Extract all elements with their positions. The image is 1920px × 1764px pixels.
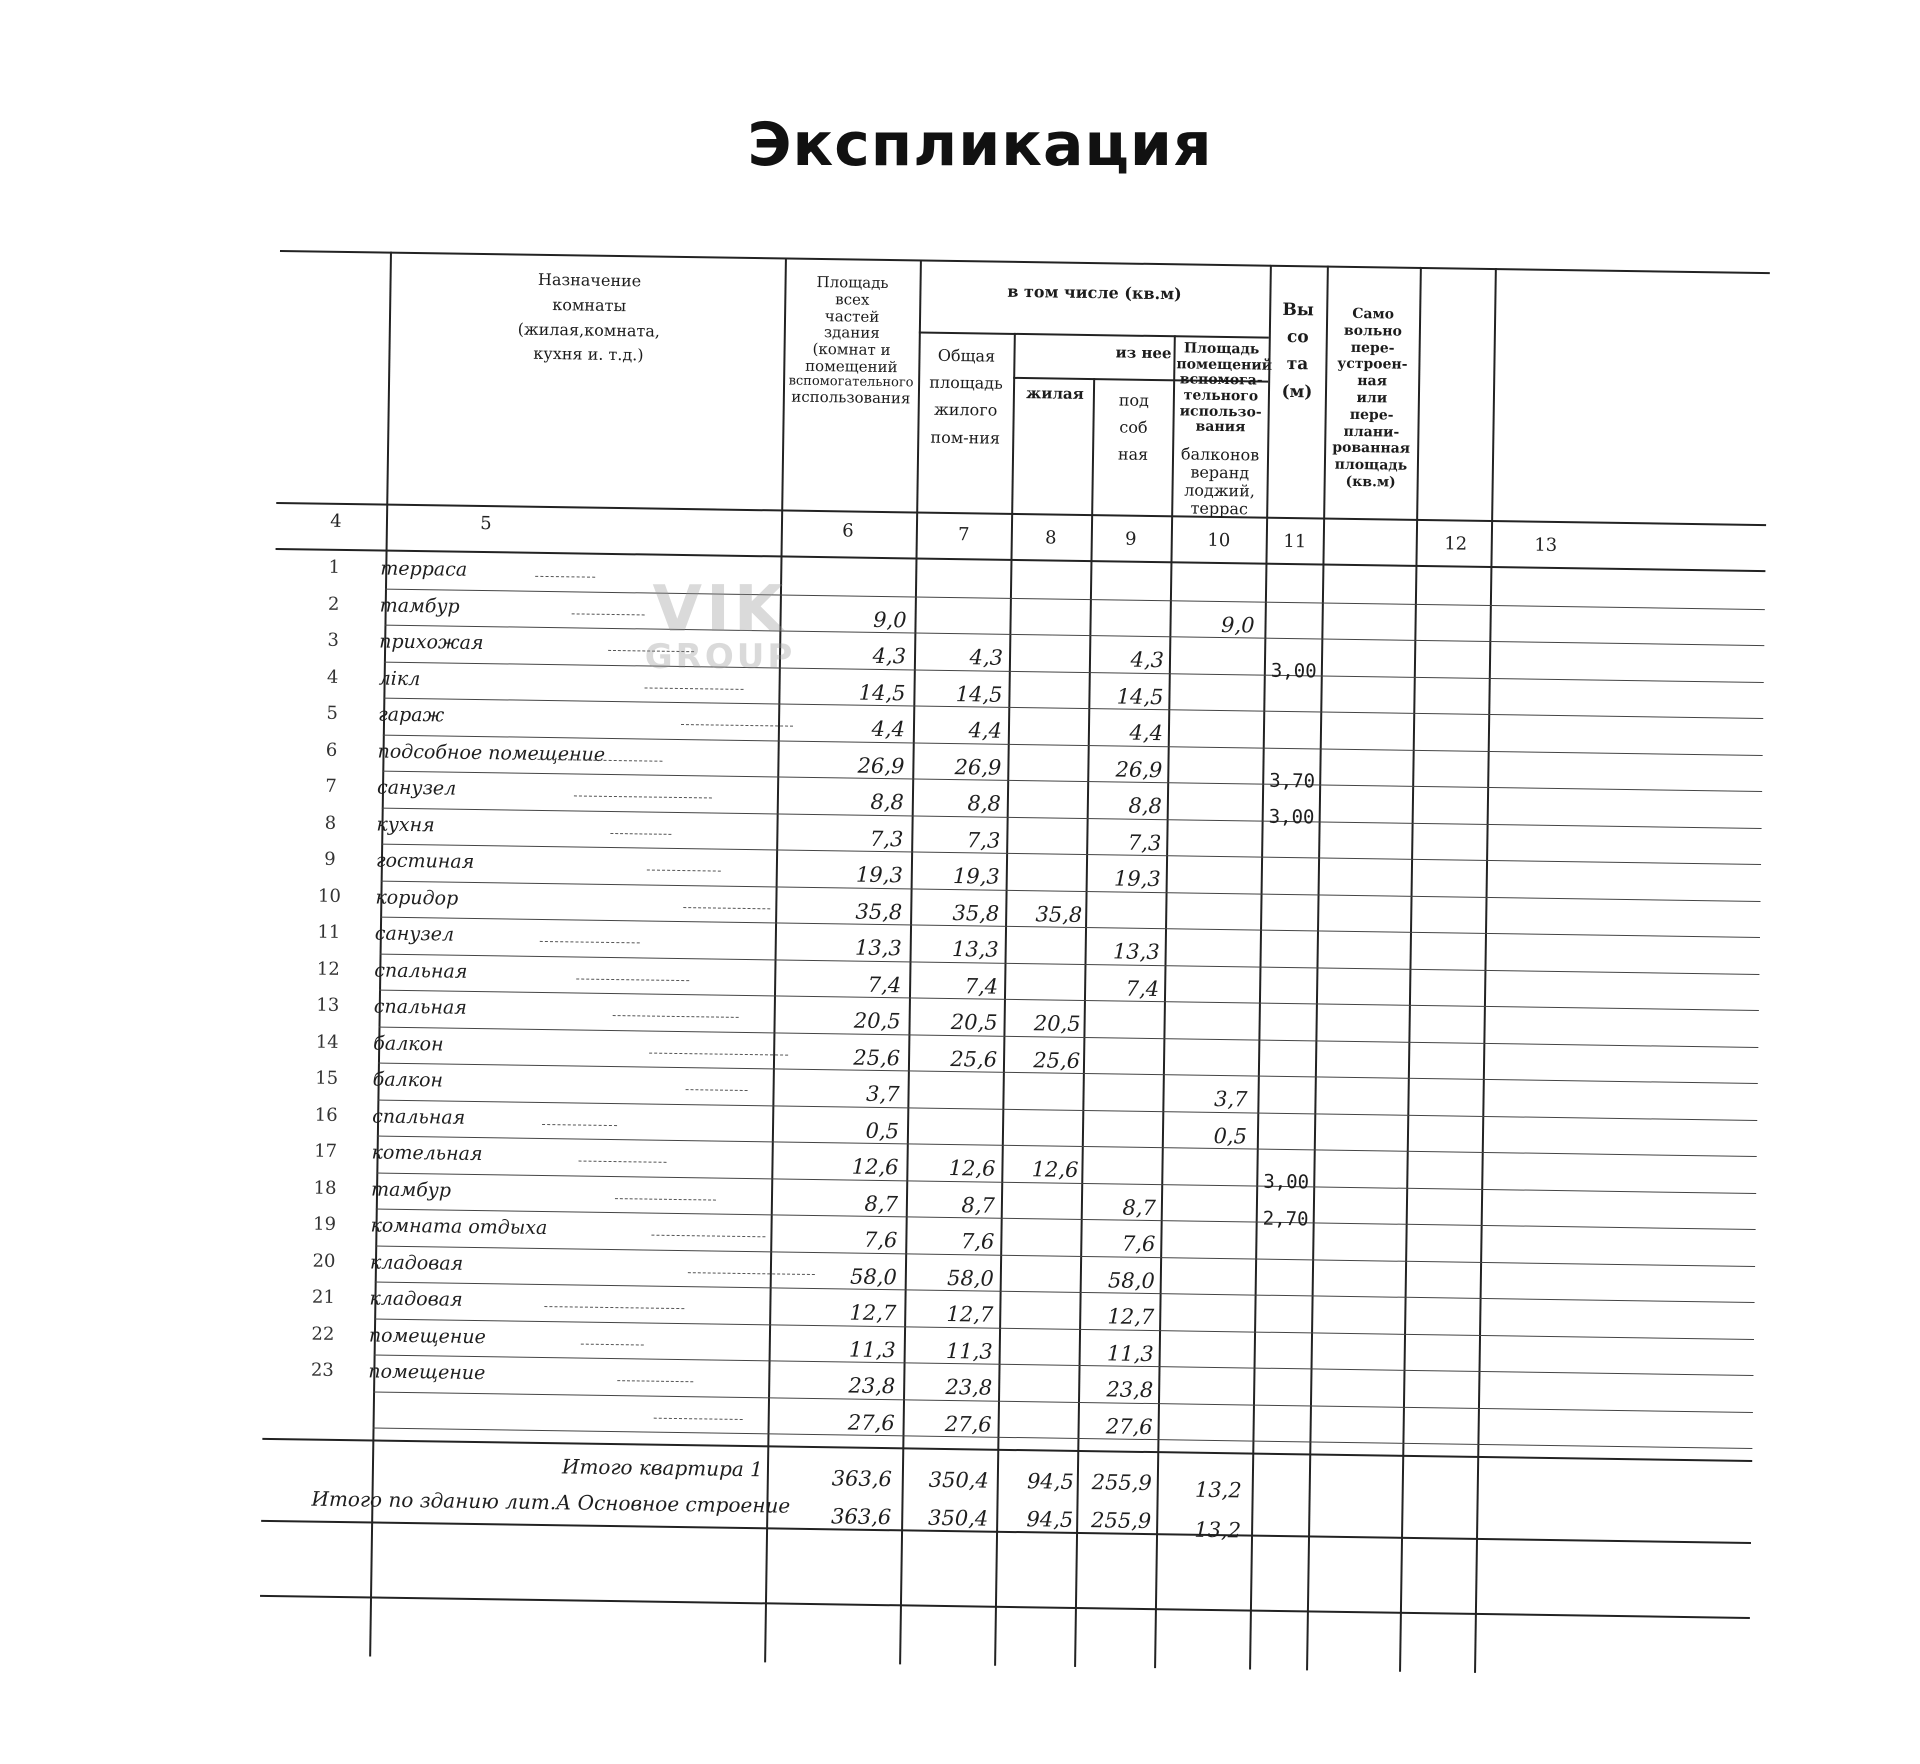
- cell-aux: 7,3: [1127, 830, 1162, 855]
- room-name: помещение: [368, 1323, 487, 1348]
- room-name: кладовая: [369, 1287, 463, 1311]
- cell-living: [1004, 1339, 1076, 1340]
- header-living: жилая: [1025, 384, 1084, 403]
- cell-living: [1014, 682, 1086, 683]
- cell-height: 3,00: [1263, 1170, 1310, 1194]
- room-name: комната отдыха: [370, 1214, 548, 1240]
- total-building-general: 350,4: [927, 1505, 989, 1531]
- cell-total: 4,4: [871, 716, 906, 742]
- cell-balcony: [1169, 1013, 1249, 1014]
- room-name: санузел: [376, 776, 457, 800]
- cell-aux: [1087, 1122, 1157, 1123]
- cell-balcony: [1171, 867, 1251, 868]
- cell-living: [1009, 974, 1081, 975]
- cell-living: [1011, 865, 1083, 866]
- cell-total: 19,3: [855, 862, 903, 888]
- cell-aux: [1095, 611, 1165, 612]
- row-number: 1: [328, 556, 341, 578]
- column-number: 12: [1444, 533, 1468, 555]
- cell-total: [815, 570, 907, 571]
- cell-living: [1005, 1266, 1077, 1267]
- cell-total: 27,6: [847, 1410, 895, 1435]
- cell-aux: 7,6: [1121, 1231, 1156, 1257]
- room-name: терраса: [380, 557, 468, 581]
- cell-aux: 4,3: [1130, 647, 1165, 673]
- cell-aux: 58,0: [1107, 1267, 1155, 1293]
- cell-general: 25,6: [950, 1046, 998, 1072]
- cell-living: 20,5: [1033, 1011, 1081, 1036]
- cell-general: 12,6: [948, 1156, 996, 1181]
- cell-aux: [1088, 1085, 1158, 1086]
- scan-dash: [610, 832, 671, 834]
- cell-total: 23,8: [848, 1373, 896, 1399]
- room-name: балкон: [372, 1068, 444, 1092]
- cell-general: 12,7: [946, 1302, 994, 1327]
- header-aux-balcony-area: Площадь помещений вспомога- тельного использо- вания балконов веранд лоджий, террас: [1176, 340, 1273, 519]
- room-name: тамбур: [370, 1177, 452, 1202]
- column-number: 7: [957, 524, 970, 546]
- cell-balcony: 9,0: [1220, 612, 1255, 637]
- cell-living: [1003, 1412, 1075, 1413]
- cell-general: 8,7: [961, 1192, 996, 1218]
- cell-total: 26,9: [857, 753, 905, 778]
- cell-total: 8,8: [870, 789, 905, 815]
- cell-general: 4,4: [968, 718, 1003, 743]
- row-rule: [373, 1428, 1753, 1449]
- scan-dash: [535, 576, 595, 578]
- row-rule: [380, 953, 1760, 974]
- room-name: санузел: [374, 922, 455, 946]
- cell-balcony: [1172, 794, 1252, 795]
- row-rule: [381, 844, 1761, 865]
- cell-total: 7,6: [863, 1227, 898, 1253]
- total-building-living: 94,5: [1026, 1507, 1074, 1532]
- row-rule: [385, 588, 1765, 609]
- cell-general: [920, 608, 1004, 609]
- cell-total: 4,3: [872, 643, 907, 669]
- cell-height: 3,00: [1270, 659, 1317, 683]
- cell-balcony: [1170, 940, 1250, 941]
- row-number: 6: [325, 739, 338, 761]
- row-rule: [376, 1209, 1756, 1230]
- cell-aux: 8,8: [1128, 793, 1163, 819]
- cell-balcony: [1169, 977, 1249, 978]
- cell-balcony: [1170, 904, 1250, 905]
- header-purpose: Назначение комнаты (жилая,комната, кухня и. т.д.): [517, 269, 661, 365]
- total-building-area: 363,6: [830, 1504, 892, 1530]
- cell-general: [912, 1119, 996, 1120]
- table-rule: [919, 331, 1269, 338]
- cell-living: [1003, 1376, 1075, 1377]
- row-rule: [377, 1099, 1757, 1120]
- row-number: 14: [315, 1031, 339, 1053]
- row-number: 19: [312, 1213, 337, 1235]
- scan-dash: [542, 1123, 617, 1125]
- column-number: 8: [1044, 527, 1057, 549]
- cell-aux: 19,3: [1113, 866, 1161, 892]
- total-apartment-aux: 255,9: [1091, 1470, 1152, 1496]
- room-name: коридор: [375, 885, 459, 910]
- room-name: кладовая: [369, 1250, 464, 1275]
- cell-general: 26,9: [954, 754, 1002, 780]
- cell-living: [1007, 1120, 1079, 1121]
- row-rule: [384, 625, 1764, 646]
- room-name: балкон: [373, 1031, 444, 1056]
- row-number: 5: [326, 702, 339, 724]
- cell-aux: 4,4: [1129, 720, 1164, 746]
- cell-general: 19,3: [952, 864, 1000, 889]
- row-number: 21: [311, 1286, 336, 1308]
- room-name: спальная: [372, 1104, 466, 1129]
- row-number: 11: [317, 921, 341, 943]
- cell-total: 14,5: [858, 680, 906, 705]
- row-rule: [379, 990, 1759, 1011]
- cell-general: 13,3: [951, 937, 999, 962]
- total-apartment-area: 363,6: [831, 1466, 893, 1492]
- cell-total: 12,7: [849, 1300, 897, 1326]
- cell-total: 7,3: [869, 826, 904, 851]
- row-rule: [374, 1355, 1754, 1376]
- header-unauthorized-area: Само вольно пере- устроен- ная или пере- плани- рованная площадь (кв.м): [1332, 305, 1411, 491]
- room-name: прихожая: [379, 630, 484, 655]
- column-number: 13: [1534, 534, 1558, 556]
- scan-dash: [651, 1235, 765, 1238]
- scan-dash: [615, 1198, 716, 1200]
- room-name: лiкл: [378, 667, 421, 690]
- cell-total: 12,6: [851, 1154, 899, 1180]
- column-number: 11: [1283, 530, 1307, 553]
- cell-living: 12,6: [1031, 1157, 1079, 1182]
- scan-dash: [574, 795, 712, 798]
- cell-aux: 8,7: [1122, 1195, 1157, 1220]
- cell-balcony: [1164, 1342, 1244, 1343]
- total-apartment-general: 350,4: [928, 1467, 989, 1493]
- scan-dash: [613, 1015, 739, 1018]
- row-number: 16: [314, 1104, 338, 1126]
- room-name: помещение: [368, 1360, 486, 1385]
- table-rule: [260, 1595, 1750, 1619]
- row-rule: [374, 1318, 1754, 1339]
- cell-living: [1011, 828, 1083, 829]
- row-number: 8: [324, 812, 337, 834]
- cell-height: 3,00: [1268, 805, 1315, 829]
- cell-aux: 27,6: [1105, 1413, 1153, 1439]
- scan-dash: [654, 1417, 743, 1419]
- cell-general: 8,8: [967, 791, 1002, 816]
- cell-aux: [1088, 1049, 1158, 1050]
- scan-dash: [617, 1380, 693, 1382]
- scan-dash: [579, 1161, 667, 1163]
- cell-living: [1006, 1230, 1078, 1231]
- cell-general: 20,5: [950, 1010, 998, 1035]
- scan-dash: [581, 1343, 644, 1345]
- row-number: 12: [316, 958, 340, 980]
- row-rule: [381, 880, 1761, 901]
- header-height: Вы со та (м): [1281, 299, 1315, 402]
- scan-dash: [544, 1306, 684, 1309]
- cell-balcony: [1168, 1050, 1248, 1051]
- row-number: 17: [314, 1140, 338, 1162]
- row-number: 4: [326, 666, 339, 688]
- total-apartment-label: Итого квартира 1: [561, 1454, 764, 1482]
- room-name: котельная: [371, 1141, 483, 1166]
- cell-balcony: 0,5: [1213, 1123, 1248, 1148]
- cell-balcony: [1165, 1269, 1245, 1270]
- cell-total: 9,0: [873, 607, 907, 632]
- cell-total: 0,5: [865, 1118, 900, 1143]
- cell-balcony: [1166, 1196, 1246, 1197]
- cell-general: [913, 1082, 997, 1083]
- cell-aux: [1095, 574, 1165, 575]
- watermark-logo: VIK GROUP: [644, 573, 796, 677]
- cell-total: 11,3: [848, 1337, 896, 1362]
- cell-balcony: [1164, 1305, 1244, 1306]
- cell-aux: 26,9: [1115, 756, 1163, 782]
- cell-aux: [1090, 903, 1160, 904]
- cell-living: [1012, 792, 1084, 793]
- room-name: гостиная: [375, 849, 475, 873]
- cell-total: 58,0: [849, 1264, 898, 1289]
- cell-total: 8,7: [864, 1191, 899, 1216]
- cell-living: [1014, 646, 1086, 647]
- cell-aux: 13,3: [1112, 939, 1160, 965]
- row-number: 2: [327, 593, 340, 615]
- row-number: 10: [317, 885, 342, 907]
- cell-aux: [1089, 1012, 1159, 1013]
- cell-aux: 14,5: [1116, 683, 1164, 709]
- scan-dash: [681, 724, 793, 727]
- row-rule: [383, 698, 1763, 719]
- cell-balcony: [1175, 575, 1255, 576]
- column-number: 4: [330, 510, 342, 532]
- cell-total: 13,3: [854, 935, 902, 961]
- cell-general: 14,5: [955, 681, 1003, 707]
- cell-living: [1015, 573, 1087, 574]
- cell-balcony: [1167, 1159, 1247, 1160]
- cell-general: 4,3: [969, 645, 1004, 670]
- scan-dash: [649, 1052, 788, 1055]
- cell-living: [1013, 755, 1085, 756]
- page-title: Экспликация: [747, 110, 1213, 180]
- header-auxiliary: под соб ная: [1117, 390, 1150, 465]
- explication-table: [259, 250, 1770, 1702]
- cell-balcony: [1166, 1232, 1246, 1233]
- row-number: 7: [325, 775, 337, 797]
- table-rule: [262, 1438, 1752, 1462]
- cell-total: 3,7: [865, 1081, 900, 1107]
- cell-aux: 11,3: [1106, 1340, 1154, 1366]
- cell-height: 3,70: [1269, 769, 1316, 792]
- cell-balcony: [1163, 1415, 1243, 1416]
- row-number: 15: [315, 1067, 339, 1089]
- header-including-group: в том числе (кв.м): [1007, 281, 1182, 304]
- cell-general: [920, 572, 1004, 573]
- total-apartment-balcony: 13,2: [1194, 1477, 1242, 1503]
- cell-living: 35,8: [1035, 901, 1083, 927]
- cell-total: 20,5: [853, 1008, 901, 1034]
- cell-balcony: [1171, 831, 1251, 832]
- cell-balcony: [1174, 648, 1254, 649]
- scan-dash: [540, 941, 640, 943]
- row-rule: [382, 807, 1762, 828]
- header-total-area: Площадь всех частей здания (комнат и помещений вспомогательного использования: [788, 272, 914, 408]
- row-number: 18: [313, 1177, 337, 1199]
- cell-total: 25,6: [853, 1045, 901, 1070]
- cell-general: 7,3: [966, 827, 1001, 853]
- column-number: 9: [1124, 528, 1137, 550]
- scan-dash: [576, 978, 689, 981]
- cell-general: 7,6: [960, 1229, 995, 1254]
- cell-general: 11,3: [945, 1338, 993, 1364]
- header-general-area: Общая площадь жилого пом-ния: [929, 345, 1003, 448]
- column-number: 10: [1207, 529, 1231, 552]
- row-rule: [382, 771, 1762, 792]
- cell-aux: 23,8: [1106, 1377, 1154, 1403]
- row-rule: [377, 1136, 1757, 1157]
- cell-balcony: [1173, 721, 1253, 722]
- scan-dash: [686, 1089, 748, 1091]
- cell-total: 7,4: [867, 972, 902, 997]
- cell-total: 35,8: [855, 899, 903, 924]
- room-name: кухня: [376, 812, 435, 836]
- total-building-aux: 255,9: [1090, 1508, 1152, 1534]
- cell-height: 2,70: [1262, 1207, 1309, 1230]
- cell-balcony: [1173, 758, 1253, 759]
- room-name: подсобное помещение: [377, 740, 606, 766]
- cell-balcony: [1163, 1378, 1243, 1379]
- total-building-balcony: 13,2: [1194, 1517, 1242, 1543]
- cell-general: 7,4: [964, 973, 999, 999]
- cell-living: [1004, 1303, 1076, 1304]
- cell-living: [1010, 938, 1082, 939]
- row-number: 20: [312, 1250, 336, 1272]
- row-rule: [375, 1282, 1755, 1303]
- scan-dash: [647, 870, 721, 872]
- row-rule: [384, 661, 1764, 682]
- cell-living: [1013, 719, 1085, 720]
- cell-balcony: [1174, 685, 1254, 686]
- row-number: 23: [310, 1359, 334, 1381]
- total-building-label: Итого по зданию лит.А Основное строение: [311, 1486, 791, 1518]
- scan-dash: [688, 1272, 815, 1275]
- column-number: 5: [480, 513, 492, 535]
- cell-general: 23,8: [945, 1374, 993, 1400]
- row-number: 9: [324, 848, 336, 870]
- cell-living: 25,6: [1033, 1047, 1081, 1073]
- row-number: 3: [327, 629, 340, 651]
- cell-balcony: 3,7: [1213, 1086, 1248, 1112]
- cell-aux: 12,7: [1107, 1304, 1155, 1330]
- total-apartment-living: 94,5: [1026, 1469, 1074, 1494]
- room-name: тамбур: [379, 594, 460, 618]
- scan-dash: [683, 907, 770, 909]
- header-of-which: из нее: [1115, 343, 1172, 363]
- row-rule: [375, 1245, 1755, 1266]
- scan-dash: [645, 687, 744, 689]
- column-number: 6: [842, 520, 854, 542]
- room-name: гараж: [377, 703, 445, 727]
- cell-aux: 7,4: [1125, 976, 1160, 1001]
- cell-general: 27,6: [944, 1411, 992, 1437]
- row-number: 13: [316, 994, 340, 1016]
- cell-living: [1015, 609, 1087, 610]
- room-name: спальная: [373, 995, 468, 1019]
- cell-living: [1006, 1193, 1078, 1194]
- cell-living: [1008, 1084, 1080, 1085]
- row-rule: [373, 1391, 1753, 1412]
- room-name: спальная: [374, 958, 468, 983]
- row-number: 22: [311, 1323, 335, 1345]
- cell-general: 35,8: [952, 900, 1000, 926]
- cell-aux: [1087, 1158, 1157, 1159]
- cell-general: 58,0: [946, 1265, 995, 1291]
